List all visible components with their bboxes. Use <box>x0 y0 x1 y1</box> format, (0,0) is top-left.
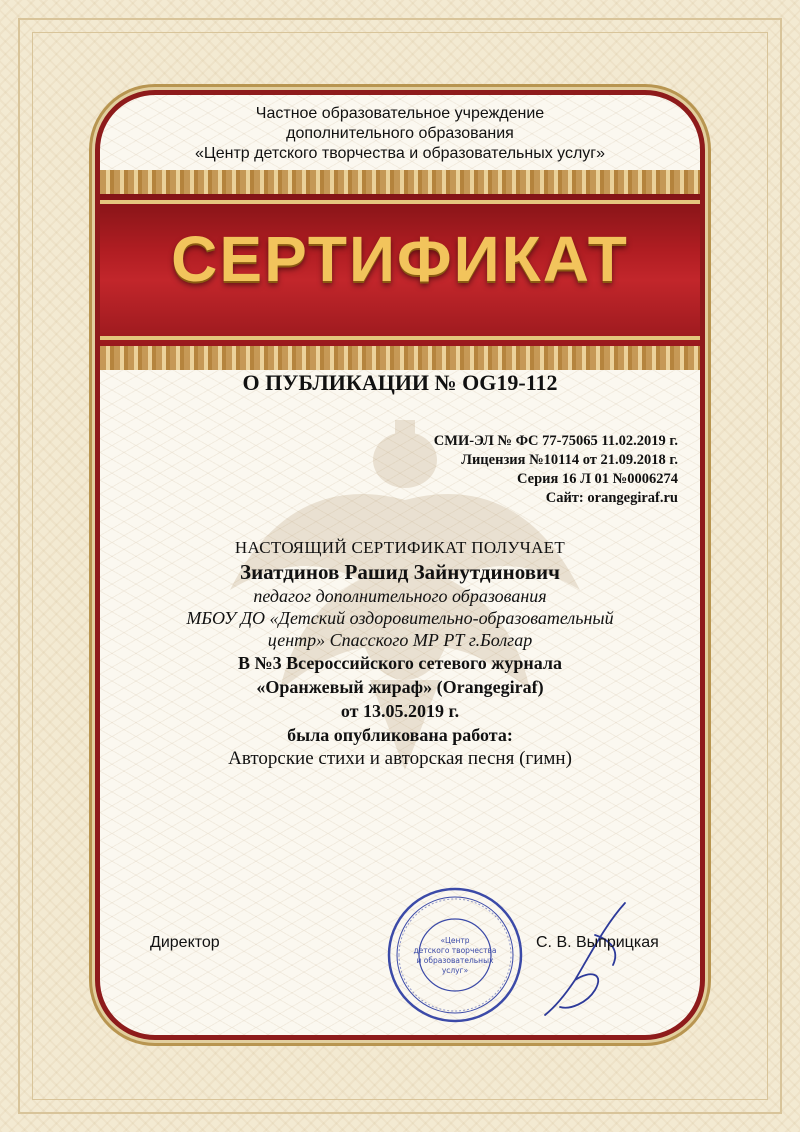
recipient-org-line-1: МБОУ ДО «Детский оздоровительно-образовательный <box>186 608 614 628</box>
publication-date: от 13.05.2019 г. <box>340 701 460 721</box>
recipient-name: Зиатдинов Рашид Зайнутдинович <box>239 560 560 584</box>
org-header-line-2: дополнительного образования <box>286 125 514 142</box>
org-header-line-1: Частное образовательное учреждение <box>255 105 545 122</box>
banner-ornament-top <box>100 170 700 194</box>
certificate-title: СЕРТИФИКАТ <box>171 223 629 295</box>
director-label: Директор <box>150 934 220 951</box>
series-info: Серия 16 Л 01 №0006274 <box>517 471 678 487</box>
smi-registration: СМИ-ЭЛ № ФС 77-75065 11.02.2019 г. <box>433 433 678 449</box>
site-info: Сайт: orangegiraf.ru <box>545 490 678 506</box>
license-info: Лицензия №10114 от 21.09.2018 г. <box>461 452 678 468</box>
publication-number: О ПУБЛИКАЦИИ № OG19-112 <box>242 370 558 395</box>
stamp-center-line-3: и образовательных <box>416 956 494 965</box>
banner-ornament-bottom <box>100 346 700 370</box>
work-title: Авторские стихи и авторская песня (гимн) <box>228 748 572 769</box>
journal-line-1: В №3 Всероссийского сетевого журнала <box>238 653 562 673</box>
stamp-center-line-1: «Центр <box>440 936 470 945</box>
official-stamp <box>385 885 525 1025</box>
director-name: С. В. Выприцкая <box>536 934 659 951</box>
certificate-body <box>110 537 690 771</box>
stamp-center-line-2: детского творчества <box>413 946 497 955</box>
org-header-line-3: «Центр детского творчества и образовательных услуг» <box>194 145 606 162</box>
recipient-role: педагог дополнительного образования <box>253 586 547 606</box>
recipient-org-line-2: центр» Спасского МР РТ г.Болгар <box>267 630 533 650</box>
journal-line-2: «Оранжевый жираф» (Orangegiraf) <box>256 677 544 697</box>
published-line: была опубликована работа: <box>287 725 513 745</box>
receives-line: НАСТОЯЩИЙ СЕРТИФИКАТ ПОЛУЧАЕТ <box>234 538 566 557</box>
organization-header <box>110 104 690 164</box>
title-banner <box>100 170 700 370</box>
banner-strip-top <box>100 200 700 204</box>
registration-info <box>434 432 678 508</box>
director-signature <box>535 895 645 1025</box>
stamp-center-line-4: услуг» <box>441 966 469 975</box>
banner-strip-bottom <box>100 336 700 340</box>
